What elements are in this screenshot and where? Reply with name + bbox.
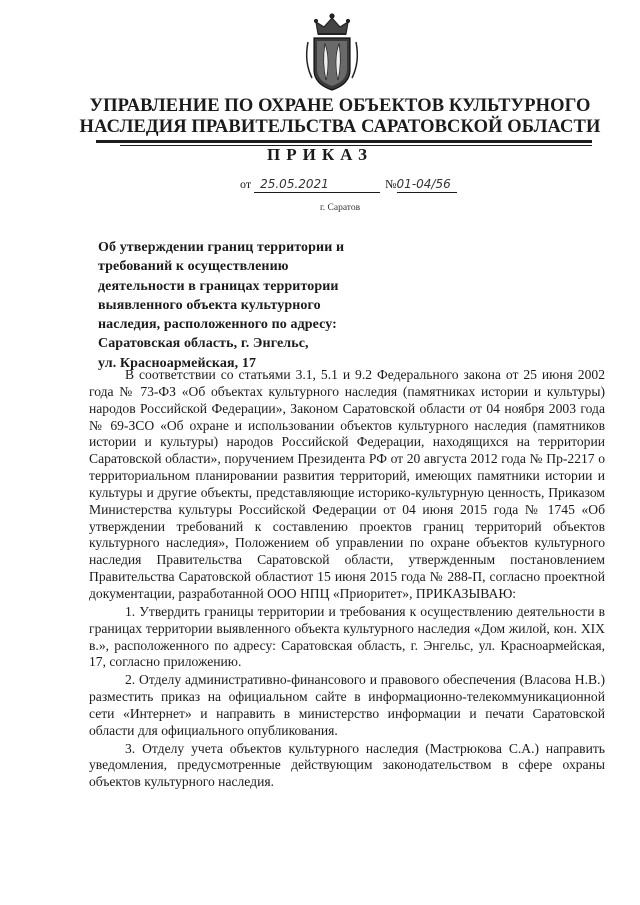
document-title: ПРИКАЗ: [267, 145, 373, 164]
preamble-paragraph: В соответствии со статьями 3.1, 5.1 и 9.2 Федерального закона от 25 июня 2002 года № 73-ФЗ «Об объектах культурного наследия (памятниках истории и культуры) народов Российской Федерации», Законом Саратовской области от 04 ноября 2003 года № 69-ЗСО «Об охране и использовании объектов культурного наследия (памятников истории и культуры) народов Российской Федерации, находящихся на территории Саратовской области», поручением Президента РФ от 20 августа 2012 года № Пр-2217 о территориальном планировании развития территорий, имеющих памятники истории и культуры и другие объекты, представляющие историко-культурную ценность, Приказом Министерства культуры Российской Федерации от 04 июня 2015 года № 1745 «Об утверждении требований к составлению проектов границ территорий объектов культурного наследия», Положением об управлении по охране объектов культурного наследия Правительства Саратовской области, утвержденным постановлением Правительства Саратовской областиот 15 июня 2015 года № 288-П, согласно проектной документации, разработанной ООО НПЦ «Приоритет», ПРИКАЗЫВАЮ:: [89, 367, 605, 601]
subject-line: требований к осуществлению: [98, 259, 289, 275]
order-item-3: 3. Отделу учета объектов культурного наследия (Мастрюкова С.А.) направить уведомления, предусмотренные действующим законодательством в сфере охраны объектов культурного наследия.: [89, 740, 605, 790]
agency-name-line-2: НАСЛЕДИЯ ПРАВИТЕЛЬСТВА САРАТОВСКОЙ ОБЛАСТИ: [79, 117, 601, 137]
subject-line: выявленного объекта культурного: [98, 297, 321, 313]
number-prefix: №: [385, 177, 397, 191]
subject-line: ул. Красноармейская, 17: [98, 355, 257, 371]
saratov-coat-of-arms-icon: [298, 12, 366, 94]
date-number-line: [240, 177, 540, 193]
order-body: [89, 367, 605, 791]
order-number: 01-04/56: [397, 177, 457, 193]
subject-line: Об утверждении границ территории и: [98, 240, 345, 255]
order-date: 25.05.2021: [254, 177, 380, 193]
order-item-1: 1. Утвердить границы территории и требования к осуществлению деятельности в границах территории выявленного объекта культурного наследия «Дом жилой, кон. XIX в.», расположенного по адресу: Саратовская область, г. Энгельс, ул. Красноармейская, 17, согласно приложению.: [89, 603, 605, 670]
date-prefix: от: [240, 177, 252, 191]
agency-name-line-1: УПРАВЛЕНИЕ ПО ОХРАНЕ ОБЪЕКТОВ КУЛЬТУРНОГО: [89, 96, 591, 116]
city: г. Саратов: [319, 203, 361, 213]
header-rule-thick: [96, 140, 592, 143]
subject-line: деятельности в границах территории: [98, 278, 339, 294]
subject-line: наследия, расположенного по адресу:: [98, 317, 337, 333]
order-item-2: 2. Отделу административно-финансового и правового обеспечения (Власова Н.В.) разместить приказ на официальном сайте в информационно-телекоммуникационной сети «Интернет» и направить в министерство информации и печати Саратовской области для официального опубликования.: [89, 672, 605, 738]
order-subject: [98, 238, 388, 373]
subject-line: Саратовская область, г. Энгельс,: [98, 336, 309, 352]
